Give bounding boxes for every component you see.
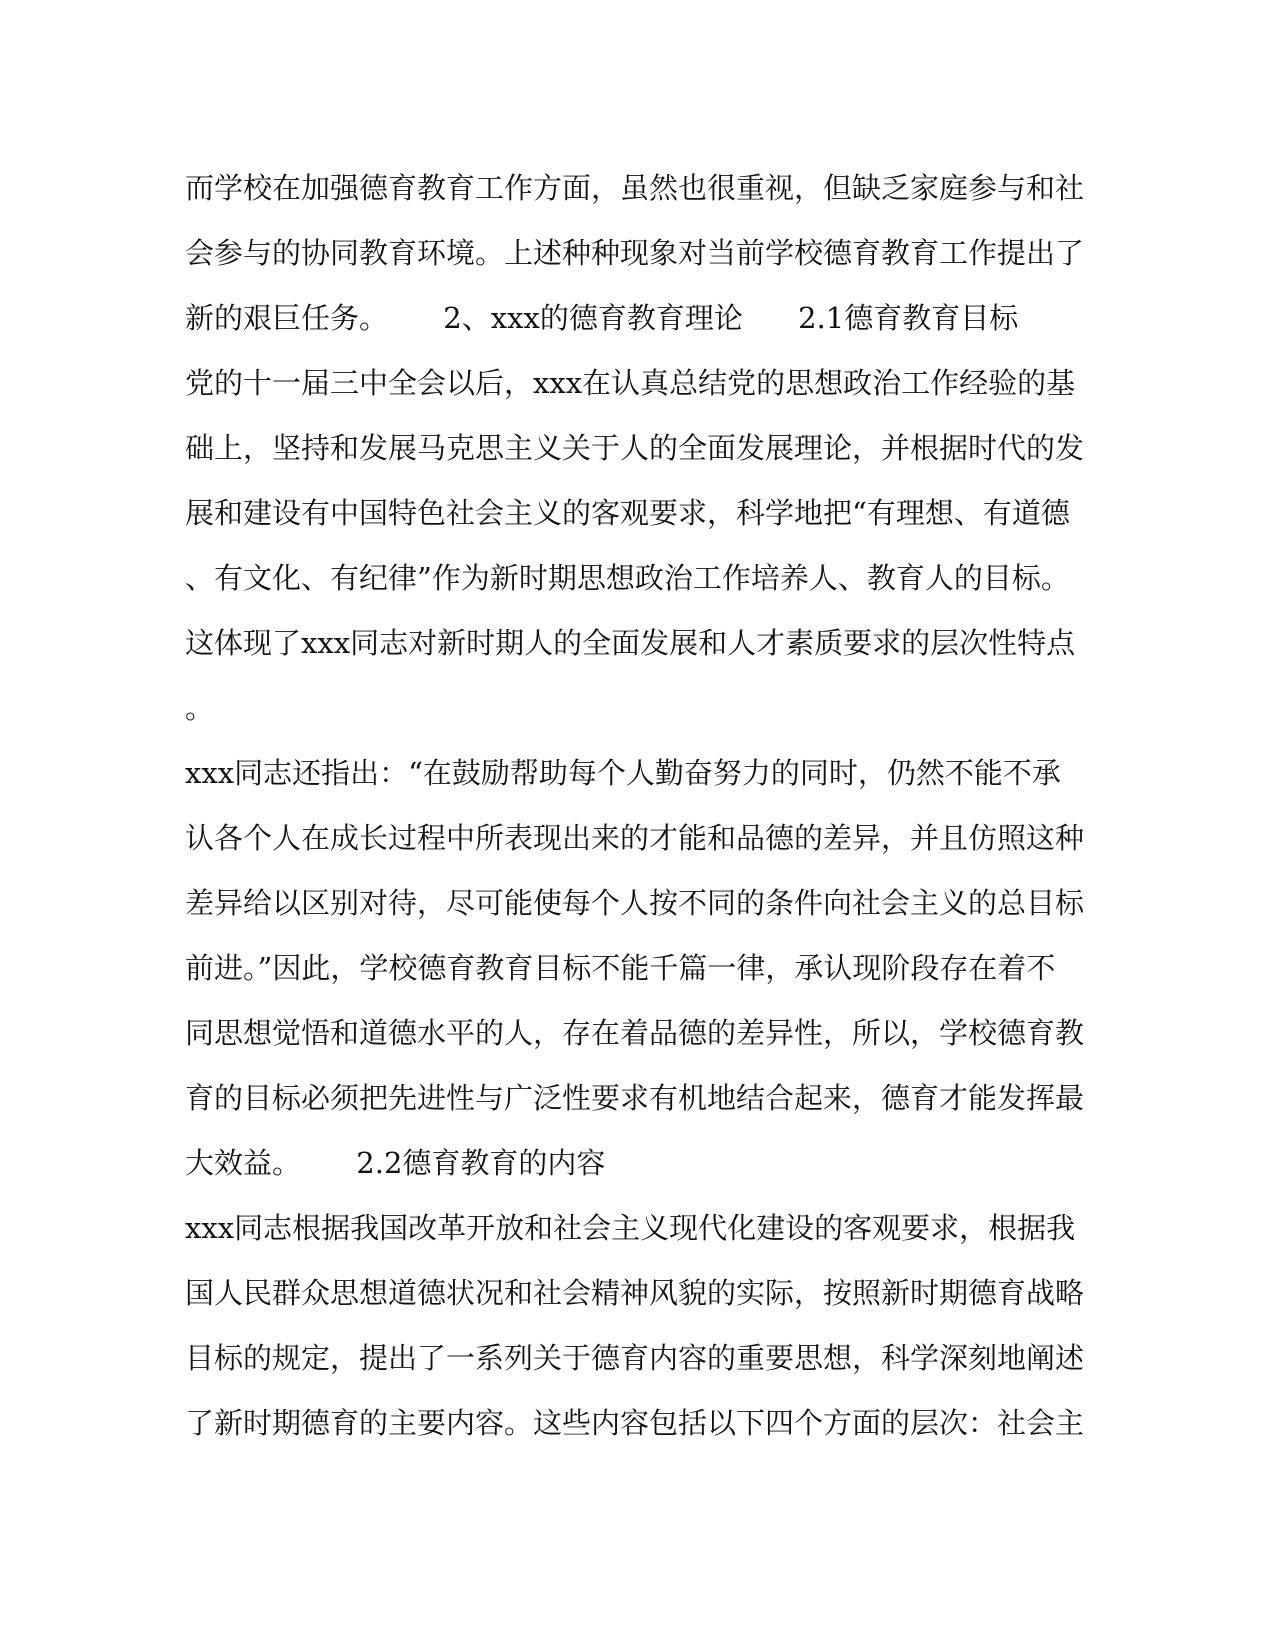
text-line: xxx同志根据我国改革开放和社会主义现代化建设的客观要求，根据我 (185, 1211, 1076, 1245)
text-line: 认各个人在成长过程中所表现出来的才能和品德的差异，并且仿照这种 (185, 821, 1085, 855)
text-line: 目标的规定，提出了一系列关于德育内容的重要思想，科学深刻地阐述 (185, 1341, 1085, 1375)
text-line: 差异给以区别对待，尽可能使每个人按不同的条件向社会主义的总目标 (185, 886, 1085, 920)
text-line: 新的艰巨任务。 2、xxx的德育教育理论 2.1德育教育目标 (185, 301, 1019, 335)
text-line: 展和建设有中国特色社会主义的客观要求，科学地把“有理想、有道德 (185, 496, 1070, 530)
text-line: 会参与的协同教育环境。上述种种现象对当前学校德育教育工作提出了 (185, 236, 1085, 270)
text-line: 了新时期德育的主要内容。这些内容包括以下四个方面的层次：社会主 (185, 1406, 1085, 1440)
text-line: 大效益。 2.2德育教育的内容 (185, 1146, 606, 1180)
body-text (185, 156, 1095, 1456)
text-line: 而学校在加强德育教育工作方面，虽然也很重视，但缺乏家庭参与和社 (185, 171, 1085, 205)
text-line: 、有文化、有纪律”作为新时期思想政治工作培养人、教育人的目标。 (185, 561, 1070, 595)
text-line: 础上，坚持和发展马克思主义关于人的全面发展理论，并根据时代的发 (185, 431, 1085, 465)
text-line: 党的十一届三中全会以后，xxx在认真总结党的思想政治工作经验的基 (185, 366, 1076, 400)
text-line: 。 (185, 691, 215, 725)
text-line: 同思想觉悟和道德水平的人，存在着品德的差异性，所以，学校德育教 (185, 1016, 1085, 1050)
text-line: 这体现了xxx同志对新时期人的全面发展和人才素质要求的层次性特点 (185, 626, 1076, 660)
text-line: 前进。”因此，学校德育教育目标不能千篇一律，承认现阶段存在着不 (185, 951, 1056, 985)
text-line: 育的目标必须把先进性与广泛性要求有机地结合起来，德育才能发挥最 (185, 1081, 1085, 1115)
text-line: xxx同志还指出：“在鼓励帮助每个人勤奋努力的同时，仍然不能不承 (185, 756, 1061, 790)
text-line: 国人民群众思想道德状况和社会精神风貌的实际，按照新时期德育战略 (185, 1276, 1085, 1310)
